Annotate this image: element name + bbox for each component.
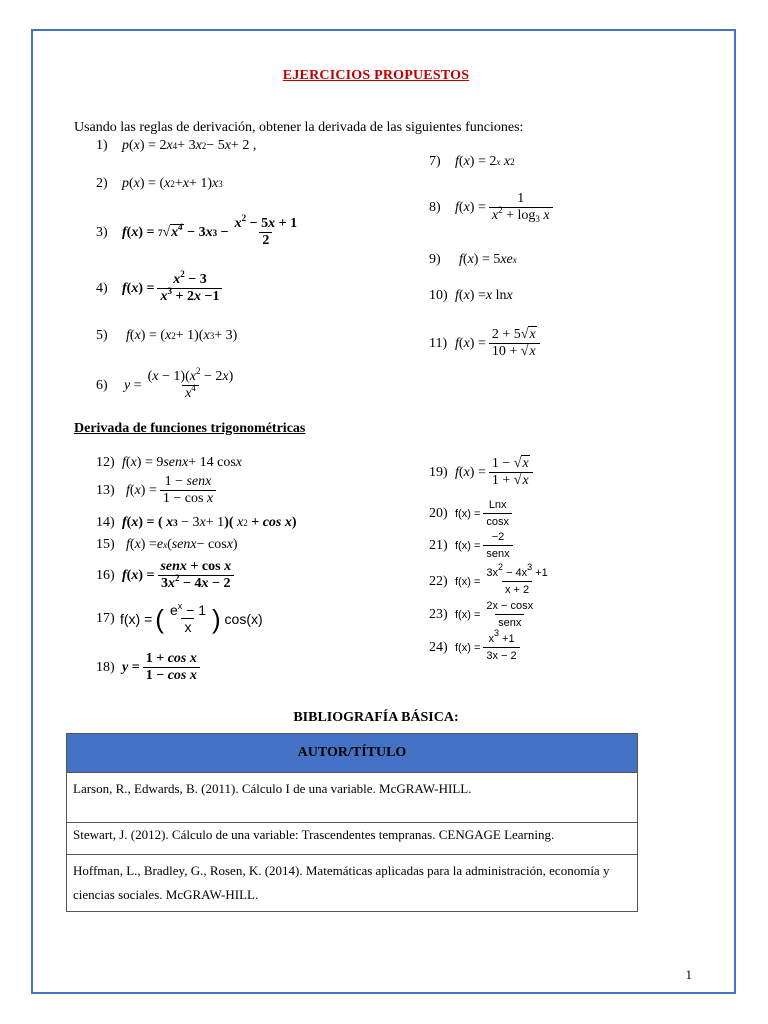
- exercise-5: 5) f ( x ) = ( x 2 + 1)( x 3 + 3): [96, 328, 238, 343]
- exercise-17: 17) f(x) = ( $\frac{e^x - 1}{x}$ ) cos(x): [96, 601, 263, 635]
- exercise-24: 24) f(x) = $\frac{x^3 +1}{3x - 2}$: [429, 632, 523, 663]
- exercise-1: 1) p ( x ) = 2 x 4 + 3 x 2 − 5 x + 2 ,: [96, 138, 257, 153]
- exercise-9: 9) f ( x ) = 5 xe x: [429, 252, 517, 267]
- exercise-14: 14) f ( x ) = ( x 3 − 3 x + 1 )( x 2 + cos x ): [96, 515, 297, 530]
- exercise-2: 2) p ( x ) = ( x 2 + x + 1) x 3: [96, 176, 223, 191]
- exercise-20: 20) f(x) = $\frac{\text{Lnx}}{\cos x}$: [429, 498, 515, 529]
- page-number: 1: [685, 967, 692, 982]
- exercise-15: 15) f ( x ) = e x ( senx − cos x ): [96, 537, 238, 552]
- instructions: Usando las reglas de derivación, obtener la derivada de las siguientes funciones:: [74, 120, 524, 135]
- page-title: EJERCICIOS PROPUESTOS: [282, 68, 470, 83]
- table-row: Hoffman, L., Bradley, G., Rosen, K. (2014). Matemáticas aplicadas para la administración, economía y ciencias sociales. McGRAW-HILL.: [67, 855, 638, 912]
- exercise-16: 16) f ( x ) = $\frac{\text{senx + cos x}}{3x^2 - 4x - 2}$: [96, 560, 237, 591]
- table-row: Stewart, J. (2012). Cálculo de una variable: Trascendentes tempranas. CENGAGE Learning.: [67, 823, 638, 855]
- section-title: Derivada de funciones trigonométricas: [74, 421, 306, 436]
- exercise-3: 3) f ( x ) = 7 √ $x^4$ − 3 x 3 − $\frac{x^2 - 5x + 1}{2}$: [96, 213, 298, 248]
- table-header: AUTOR/TÍTULO: [67, 734, 638, 773]
- exercise-7: 7) f ( x ) = 2 x x 2: [429, 154, 515, 169]
- exercise-10: 10) f ( x ) = x ln x: [429, 288, 513, 303]
- exercise-23: 23) f(x) = $\frac{2x - \cos x}{\text{senx}}$: [429, 600, 534, 629]
- exercise-12: 12) f ( x ) = 9 senx + 14 cos x: [96, 455, 243, 470]
- exercise-8: 8) f ( x ) = $\frac{1}{x^2 + \log_3 x}$: [429, 192, 556, 223]
- exercise-6: 6) y = $\frac{(x - 1)(x^2 - 2x)}{x^4}$: [96, 366, 234, 401]
- exercise-11: 11) f ( x ) = $\frac{2 + 5√x}{10 + √x}$: [429, 328, 543, 359]
- exercise-22: 22) f(x) = $\frac{3x^2 - 4x^3 +1}{x + 2}$: [429, 562, 548, 596]
- exercise-18: 18) y = $\frac{\text{1 + cos x}}{\text{1 − cos x}}$: [96, 652, 203, 683]
- bibliography-heading: BIBLIOGRAFÍA BÁSICA:: [293, 710, 459, 725]
- exercise-4: 4) f ( x ) = $\frac{x^2 - 3}{x^3 + 2x -1}$: [96, 273, 225, 304]
- exercise-13: 13) f ( x ) = $\frac{\text{1 − senx}}{\text{1 − cos x}}$: [96, 475, 219, 506]
- bibliography-table: [66, 733, 638, 912]
- exercise-21: 21) f(x) = $\frac{-2}{\text{senx}}$: [429, 530, 516, 561]
- table-row: Larson, R., Edwards, B. (2011). Cálculo I de una variable. McGRAW-HILL.: [67, 773, 638, 823]
- exercise-19: 19) f ( x ) = $\frac{1 - √x}{1 + √x}$: [429, 457, 536, 488]
